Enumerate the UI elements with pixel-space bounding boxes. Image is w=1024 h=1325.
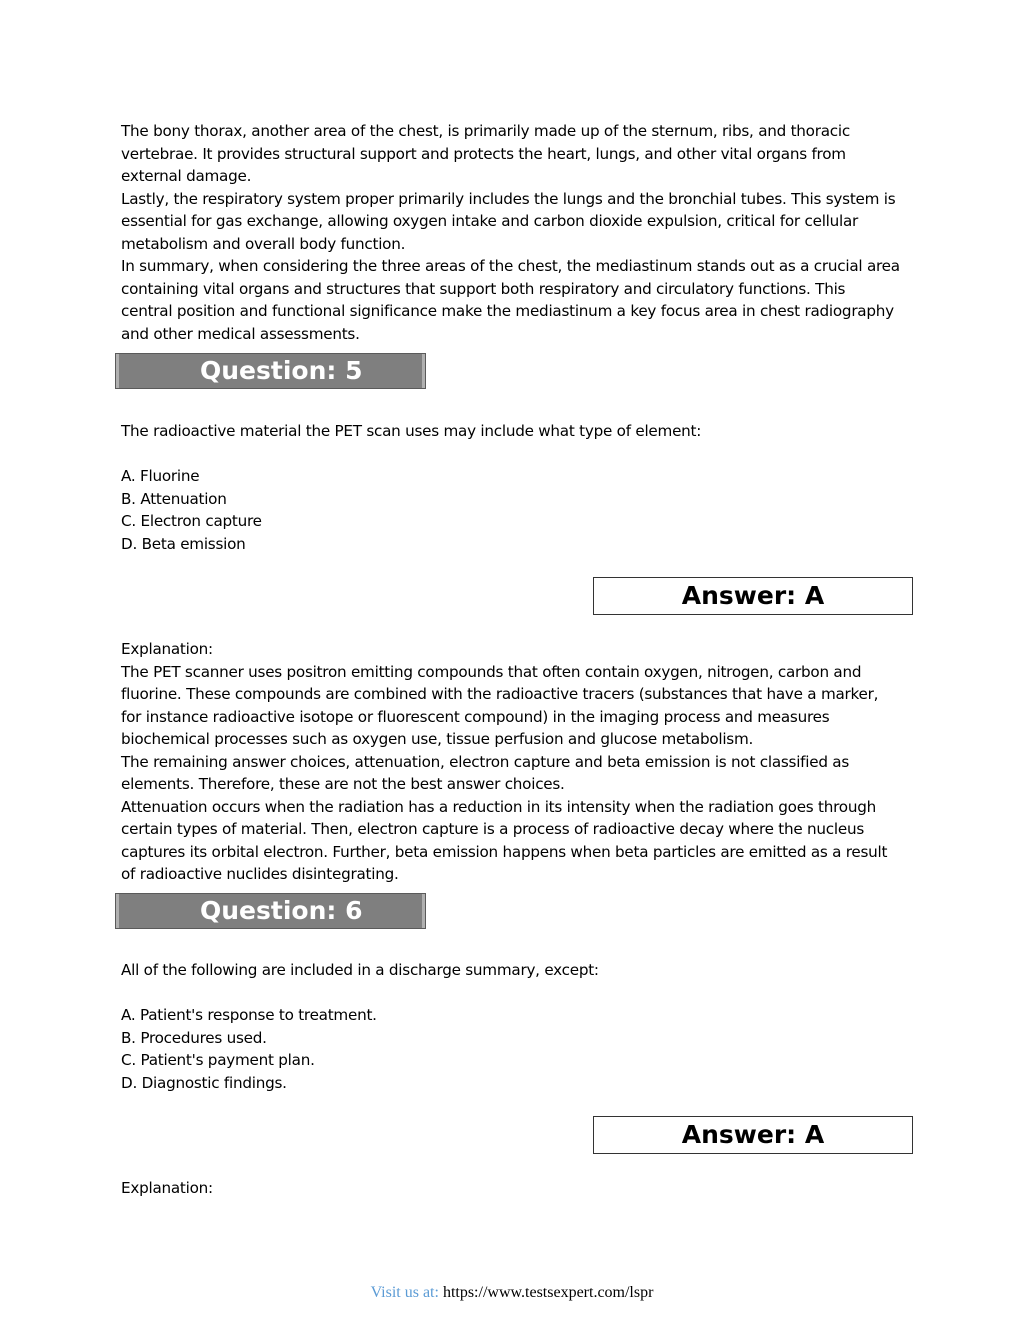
explanation-line: fluorine. These compounds are combined with the radioactive tracers (substances that have a marker, xyxy=(121,685,879,703)
intro-paragraph xyxy=(121,120,911,345)
intro-line: In summary, when considering the three areas of the chest, the mediastinum stands out as a crucial area xyxy=(121,257,900,275)
intro-line: essential for gas exchange, allowing oxygen intake and carbon dioxide expulsion, critical for cellular xyxy=(121,212,859,230)
option-a: A. Patient's response to treatment. xyxy=(121,1006,377,1024)
option-d: D. Diagnostic findings. xyxy=(121,1073,287,1092)
question-5-answer-box xyxy=(593,577,913,615)
intro-line: containing vital organs and structures that support both respiratory and circulatory functions. This xyxy=(121,279,846,298)
footer-label: Visit us at: xyxy=(370,1284,439,1301)
question-6-prompt: All of the following are included in a discharge summary, except: xyxy=(121,961,599,979)
intro-line: The bony thorax, another area of the chest, is primarily made up of the sternum, ribs, and thoracic xyxy=(121,122,850,140)
option-a: A. Fluorine xyxy=(121,467,200,485)
option-b: B. Procedures used. xyxy=(121,1028,267,1047)
explanation-line: biochemical processes such as oxygen use, tissue perfusion and glucose metabolism. xyxy=(121,730,754,748)
intro-line: vertebrae. It provides structural support and protects the heart, lungs, and other vital organs from xyxy=(121,144,846,163)
question-6-title: Question: 6 xyxy=(200,896,363,925)
option-c: C. Patient's payment plan. xyxy=(121,1051,315,1069)
footer-link[interactable]: https://www.testsexpert.com/lspr xyxy=(442,1284,654,1301)
explanation-line: The remaining answer choices, attenuation, electron capture and beta emission is not classified as xyxy=(121,752,850,771)
intro-line: central position and functional significance make the mediastinum a key focus area in chest radiography xyxy=(121,302,894,320)
question-6-answer-box xyxy=(593,1116,913,1154)
explanation-line: captures its orbital electron. Further, beta emission happens when beta particles are emitted as a result xyxy=(121,842,888,861)
question-5-options xyxy=(121,465,911,555)
question-6-options xyxy=(121,1004,911,1094)
question-5-explanation xyxy=(121,638,911,886)
question-5-header xyxy=(115,353,426,389)
question-5-prompt: The radioactive material the PET scan uses may include what type of element: xyxy=(121,422,702,440)
question-6-header xyxy=(115,893,426,929)
explanation-line: elements. Therefore, these are not the best answer choices. xyxy=(121,775,565,793)
explanation-label: Explanation: xyxy=(121,640,213,658)
question-5-answer: Answer: A xyxy=(681,581,825,610)
option-d: D. Beta emission xyxy=(121,534,246,553)
question-6-explanation xyxy=(121,1177,911,1200)
intro-line: external damage. xyxy=(121,167,252,185)
intro-line: Lastly, the respiratory system proper primarily includes the lungs and the bronchial tubes. This system is xyxy=(121,189,896,208)
explanation-line: of radioactive nuclides disintegrating. xyxy=(121,865,399,883)
question-5-title: Question: 5 xyxy=(200,356,363,385)
option-b: B. Attenuation xyxy=(121,489,227,508)
option-c: C. Electron capture xyxy=(121,512,262,530)
explanation-line: certain types of material. Then, electron capture is a process of radioactive decay where the nucleus xyxy=(121,820,864,838)
intro-line: and other medical assessments. xyxy=(121,324,360,343)
explanation-line: Attenuation occurs when the radiation has a reduction in its intensity when the radiation goes through xyxy=(121,797,876,816)
footer xyxy=(0,1284,1024,1302)
question-6-answer: Answer: A xyxy=(681,1120,825,1149)
intro-line: metabolism and overall body function. xyxy=(121,234,406,253)
explanation-line: The PET scanner uses positron emitting compounds that often contain oxygen, nitrogen, carbon and xyxy=(121,662,862,681)
explanation-label: Explanation: xyxy=(121,1179,213,1197)
explanation-line: for instance radioactive isotope or fluorescent compound) in the imaging process and measures xyxy=(121,707,830,726)
